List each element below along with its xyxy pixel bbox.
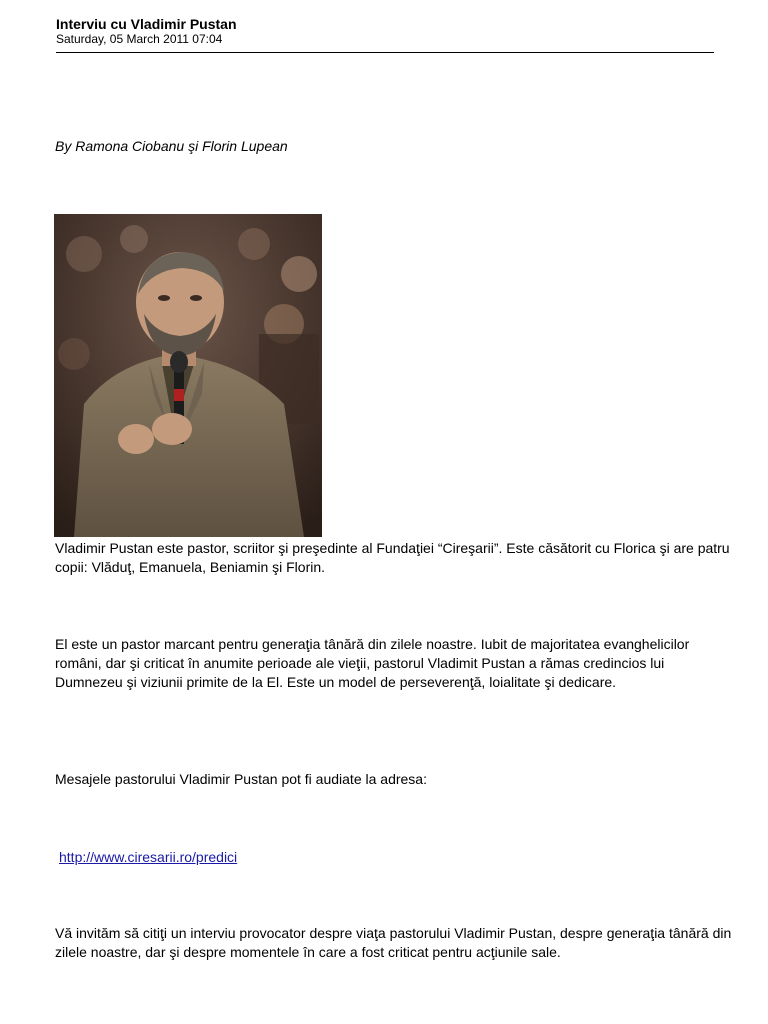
sermons-link-line xyxy=(59,848,739,867)
article-date: Saturday, 05 March 2011 07:04 xyxy=(56,32,223,46)
invitation-paragraph: Vă invităm să citiţi un interviu provocator despre viaţa pastorului Vladimir Pustan, despre generaţia tânără din zilele noastre, dar şi despre momentele în care a fost criticat pentru acţiunile sale. xyxy=(55,925,732,960)
portrait-photo xyxy=(54,214,322,537)
portrait-illustration xyxy=(54,214,322,537)
sermons-link[interactable]: http://www.ciresarii.ro/predici xyxy=(59,849,238,865)
header-divider xyxy=(56,52,714,53)
intro-paragraph: Vladimir Pustan este pastor, scriitor şi preşedinte al Fundaţiei “Cireşarii”. Este căsătorit cu Florica şi are patru copii: Vlăduţ, Emanuela, Beniamin şi Florin. xyxy=(55,540,730,575)
article-title: Interviu cu Vladimir Pustan xyxy=(56,16,237,32)
messages-paragraph: Mesajele pastorului Vladimir Pustan pot fi audiate la adresa: xyxy=(55,771,427,787)
article-byline: By Ramona Ciobanu şi Florin Lupean xyxy=(55,138,288,154)
article-header xyxy=(56,16,714,46)
body-paragraph: El este un pastor marcant pentru generaţia tânără din zilele noastre. Iubit de majoritatea evanghelicilor români, dar şi criticat în anumite perioade ale vieţii, pastorul Vladimit Pustan a rămas credincios lui Dumnezeu şi viziunii primite de la El. Este un model de perseverenţă, loialitate şi dedicare. xyxy=(55,636,690,690)
